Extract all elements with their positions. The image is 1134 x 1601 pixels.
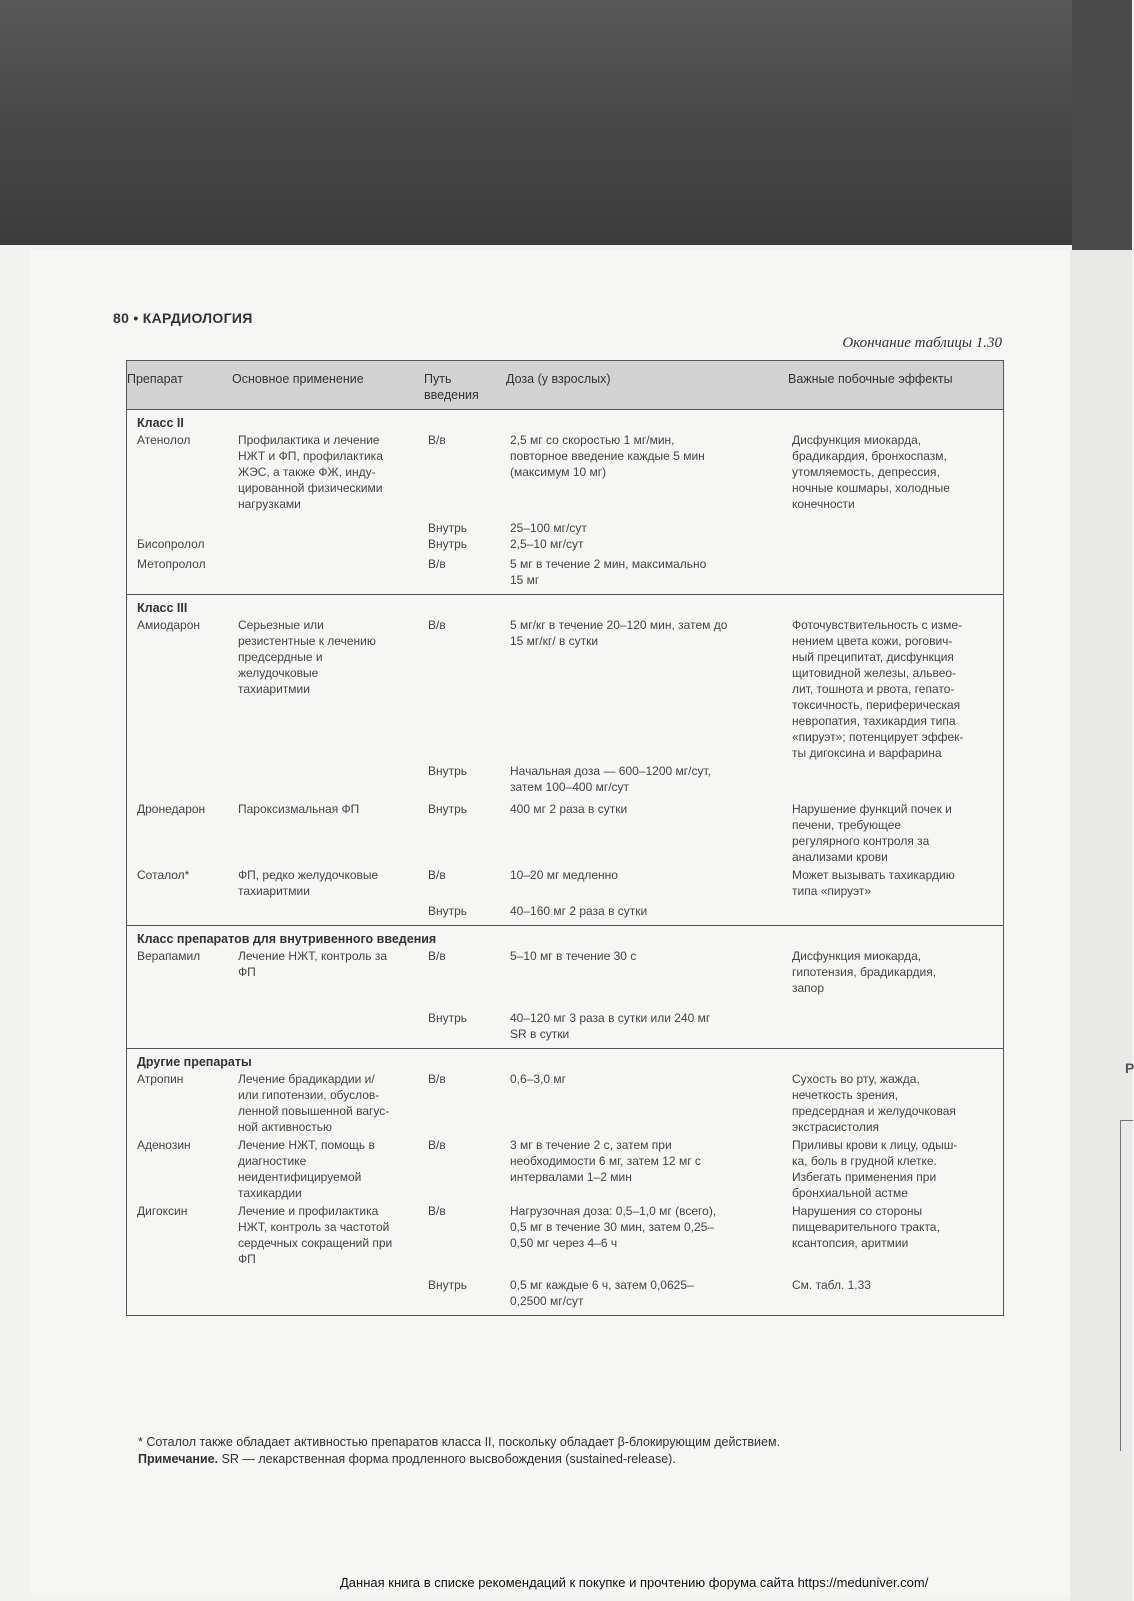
effects-cell: Сухость во рту, жажда, нечеткость зрения, предсердная и желудочковая экстрасистолия xyxy=(792,1072,956,1134)
table-row xyxy=(127,556,1003,588)
dose-cell: 5 мг в течение 2 мин, максимально 15 мг xyxy=(510,557,707,587)
use-cell: Пароксизмальная ФП xyxy=(238,802,360,816)
section-title: Класс III xyxy=(137,601,188,615)
table-header-row xyxy=(127,361,1003,410)
use-cell: Профилактика и лечение НЖТ и ФП, профилактика ЖЭС, а также ФЖ, инду- цированной физическими нагрузками xyxy=(238,433,383,511)
column-header: Важные побочные эффекты xyxy=(788,372,953,386)
page-number: 80 xyxy=(113,310,130,326)
section-title: Класс препаратов для внутривенного введения xyxy=(137,932,437,946)
table-row xyxy=(127,1071,1003,1135)
route-cell: Внутрь xyxy=(428,904,468,918)
column-header: Доза (у взрослых) xyxy=(506,372,611,386)
effects-cell: Приливы крови к лицу, одыш- ка, боль в грудной клетке. Избегать применения при бронхиальной астме xyxy=(792,1138,958,1200)
use-cell xyxy=(232,1277,424,1309)
effects-cell xyxy=(788,520,1003,536)
effects-cell: Нарушения со стороны пищеварительного тракта, ксантопсия, аритмии xyxy=(792,1204,940,1250)
route-cell: В/в xyxy=(428,433,446,447)
effects-cell: См. табл. 1.33 xyxy=(792,1278,871,1292)
route-cell: Внутрь xyxy=(428,802,468,816)
route-cell: Внутрь xyxy=(428,764,468,778)
table-row xyxy=(127,763,1003,795)
header-bullet: • xyxy=(133,310,139,326)
effects-cell xyxy=(788,536,1003,552)
use-cell: Серьезные или резистентные к лечению предсердные и желудочковые тахиаритмии xyxy=(238,618,376,696)
use-cell xyxy=(232,763,424,795)
footnotes xyxy=(138,1434,780,1468)
drug-cell: Дронедарон xyxy=(137,802,206,816)
scan-dark-background xyxy=(0,0,1132,245)
effects-cell: Дисфункция миокарда, брадикардия, бронхоспазм, утомляемость, депрессия, ночные кошмары, холодные конечности xyxy=(792,433,950,511)
table-row xyxy=(127,801,1003,865)
running-header xyxy=(113,310,253,326)
dose-cell: Нагрузочная доза: 0,5–1,0 мг (всего), 0,5 мг в течение 30 мин, затем 0,25– 0,50 мг через 4–6 ч xyxy=(510,1204,717,1250)
use-cell xyxy=(232,903,424,919)
table-caption: Окончание таблицы 1.30 xyxy=(842,335,1002,351)
dose-cell: 40–160 мг 2 раза в сутки xyxy=(510,904,648,918)
use-cell: Лечение НЖТ, помощь в диагностике неидентифицируемой тахикардии xyxy=(238,1138,375,1200)
dose-cell: 0,5 мг каждые 6 ч, затем 0,0625– 0,2500 мг/сут xyxy=(510,1278,694,1308)
adjacent-page-fragment: Р xyxy=(1125,1060,1134,1076)
use-cell: Лечение брадикардии и/ или гипотензии, обуслов- ленной повышенной вагус- ной активностью xyxy=(238,1072,390,1134)
table-section xyxy=(127,595,1003,926)
effects-cell: Дисфункция миокарда, гипотензия, брадикардия, запор xyxy=(792,949,937,995)
drug-cell xyxy=(127,520,232,536)
dose-cell: 2,5 мг со скоростью 1 мг/мин, повторное введение каждые 5 мин (максимум 10 мг) xyxy=(510,433,705,479)
use-cell: ФП, редко желудочковые тахиаритмии xyxy=(238,868,379,898)
table-section xyxy=(127,1049,1003,1315)
drug-cell xyxy=(127,1277,232,1309)
table-row xyxy=(127,948,1003,996)
dose-cell: 5–10 мг в течение 30 с xyxy=(510,949,637,963)
drug-cell: Бисопролол xyxy=(137,537,205,551)
route-cell: В/в xyxy=(428,868,446,882)
route-cell: В/в xyxy=(428,1072,446,1086)
route-cell: Внутрь xyxy=(428,1011,468,1025)
dose-cell: 3 мг в течение 2 с, затем при необходимости 6 мг, затем 12 мг с интервалами 1–2 мин xyxy=(510,1138,701,1184)
footnote-note xyxy=(138,1451,780,1468)
dose-cell: 10–20 мг медленно xyxy=(510,868,618,882)
table-row xyxy=(127,903,1003,919)
table-row xyxy=(127,1137,1003,1201)
footnote-star: * Соталол также обладает активностью препаратов класса II, поскольку обладает β-блокирующим действием. xyxy=(138,1435,781,1449)
table-row xyxy=(127,432,1003,512)
use-cell xyxy=(232,536,424,552)
route-cell: Внутрь xyxy=(428,521,468,535)
table-row xyxy=(127,536,1003,552)
effects-cell xyxy=(788,1010,1003,1042)
drug-table xyxy=(126,360,1004,1316)
route-cell: Внутрь xyxy=(428,1278,468,1292)
section-title: Другие препараты xyxy=(137,1055,252,1069)
route-cell: В/в xyxy=(428,557,446,571)
column-header: Основное применение xyxy=(232,372,364,386)
effects-cell xyxy=(788,903,1003,919)
drug-cell: Соталол* xyxy=(137,868,190,882)
use-cell: Лечение НЖТ, контроль за ФП xyxy=(238,949,387,979)
adjacent-page xyxy=(1070,250,1132,1601)
section-title: КАРДИОЛОГИЯ xyxy=(142,310,253,326)
dose-cell: 2,5–10 мг/сут xyxy=(510,537,584,551)
column-header: Препарат xyxy=(127,372,183,386)
table-row xyxy=(127,1277,1003,1309)
use-cell xyxy=(232,520,424,536)
table-body xyxy=(127,410,1003,1315)
forum-notice: Данная книга в списке рекомендаций к покупке и прочтению форума сайта https://meduniver.com/ xyxy=(340,1575,929,1590)
effects-cell xyxy=(788,556,1003,588)
adjacent-page-table-edge xyxy=(1120,1120,1133,1451)
dose-cell: 25–100 мг/сут xyxy=(510,521,587,535)
use-cell xyxy=(232,1010,424,1042)
drug-cell: Амиодарон xyxy=(137,618,201,632)
route-cell: В/в xyxy=(428,949,446,963)
table-row xyxy=(127,1203,1003,1267)
drug-cell: Метопролол xyxy=(137,557,206,571)
dose-cell: 5 мг/кг в течение 20–120 мин, затем до 15 мг/кг/ в сутки xyxy=(510,618,728,648)
drug-cell: Атропин xyxy=(137,1072,184,1086)
table-row xyxy=(127,520,1003,536)
use-cell: Лечение и профилактика НЖТ, контроль за частотой сердечных сокращений при ФП xyxy=(238,1204,393,1266)
table-row xyxy=(127,617,1003,761)
drug-cell xyxy=(127,903,232,919)
drug-cell: Аденозин xyxy=(137,1138,191,1152)
route-cell: В/в xyxy=(428,1204,446,1218)
use-cell xyxy=(232,556,424,588)
note-label: Примечание. xyxy=(138,1452,219,1466)
effects-cell xyxy=(788,763,1003,795)
dose-cell: 0,6–3,0 мг xyxy=(510,1072,566,1086)
drug-cell xyxy=(127,763,232,795)
drug-cell: Верапамил xyxy=(137,949,201,963)
table-section xyxy=(127,410,1003,595)
section-title: Класс II xyxy=(137,416,184,430)
table-row xyxy=(127,1010,1003,1042)
drug-cell xyxy=(127,1010,232,1042)
note-text: SR — лекарственная форма продленного высвобождения (sustained-release). xyxy=(218,1452,676,1466)
route-cell: В/в xyxy=(428,1138,446,1152)
dose-cell: 40–120 мг 3 раза в сутки или 240 мг SR в сутки xyxy=(510,1011,711,1041)
effects-cell: Может вызывать тахикардию типа «пируэт» xyxy=(792,868,955,898)
table-section xyxy=(127,926,1003,1049)
column-header: Путь введения xyxy=(424,372,479,402)
effects-cell: Нарушение функций почек и печени, требующее регулярного контроля за анализами крови xyxy=(792,802,952,864)
effects-cell: Фоточувствительность с изме- нением цвета кожи, рогович- ный преципитат, дисфункция щитовидной железы, альвео- лит, тошнота и рвота, гепато- токсичность, периферическая невропатия, тахикардия типа «пируэт»; потенцирует эффек- ты дигоксина и варфарина xyxy=(792,618,964,760)
drug-cell: Дигоксин xyxy=(137,1204,188,1218)
route-cell: Внутрь xyxy=(428,537,468,551)
drug-cell: Атенолол xyxy=(137,433,191,447)
dose-cell: Начальная доза — 600–1200 мг/сут, затем 100–400 мг/сут xyxy=(510,764,711,794)
book-page xyxy=(30,250,1070,1595)
table-row xyxy=(127,867,1003,899)
route-cell: В/в xyxy=(428,618,446,632)
dose-cell: 400 мг 2 раза в сутки xyxy=(510,802,628,816)
